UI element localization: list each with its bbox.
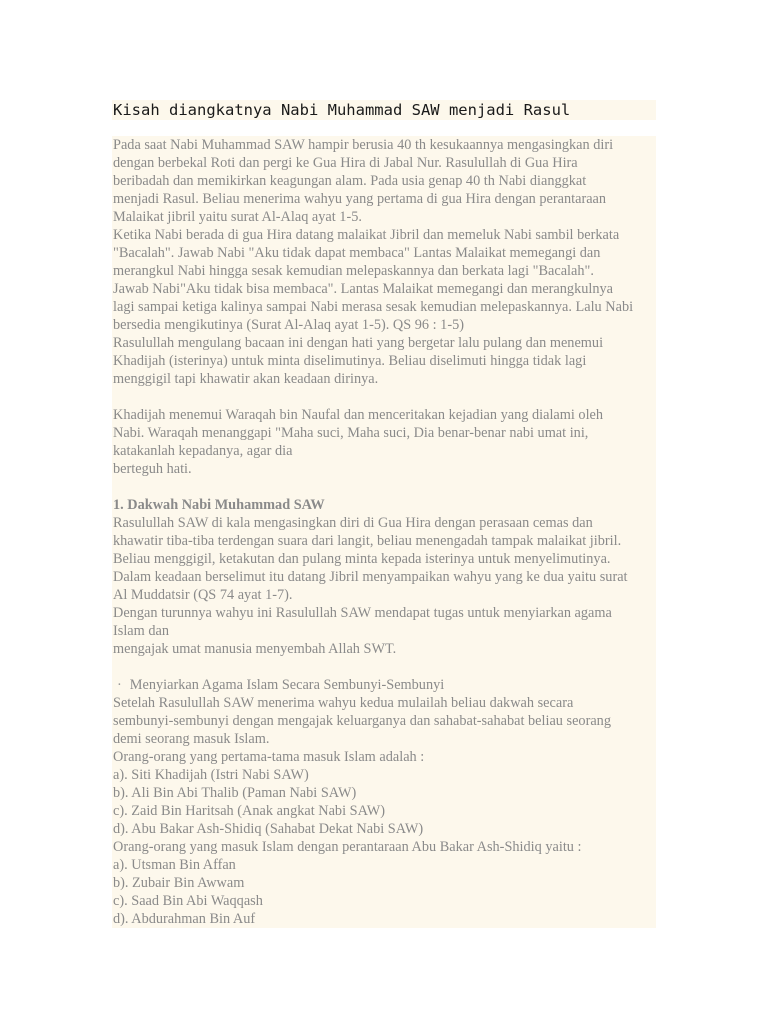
text-line: d). Abdurahman Bin Auf xyxy=(112,910,656,928)
text-line: b). Zubair Bin Awwam xyxy=(112,874,656,892)
document-page xyxy=(112,100,656,928)
text-line: demi seorang masuk Islam. xyxy=(112,730,656,748)
section-dakwah xyxy=(112,514,656,676)
text-line: sembunyi-sembunyi dengan mengajak keluarganya dan sahabat-sahabat beliau seorang xyxy=(112,712,656,730)
section-sembunyi xyxy=(112,694,656,928)
text-line: Ketika Nabi berada di gua Hira datang malaikat Jibril dan memeluk Nabi sambil berkata xyxy=(112,226,656,244)
text-line xyxy=(112,658,656,676)
section-heading-dakwah: 1. Dakwah Nabi Muhammad SAW xyxy=(112,496,656,514)
text-line: Orang-orang yang pertama-tama masuk Islam adalah : xyxy=(112,748,656,766)
text-line: a). Utsman Bin Affan xyxy=(112,856,656,874)
text-line: Al Muddatsir (QS 74 ayat 1-7). xyxy=(112,586,656,604)
text-line: merangkul Nabi hingga sesak kemudian melepaskannya dan berkata lagi "Bacalah". xyxy=(112,262,656,280)
text-line: Khadijah menemui Waraqah bin Naufal dan menceritakan kejadian yang dialami oleh xyxy=(112,406,656,424)
text-line xyxy=(112,388,656,406)
text-line: Orang-orang yang masuk Islam dengan perantaraan Abu Bakar Ash-Shidiq yaitu : xyxy=(112,838,656,856)
text-line: Malaikat jibril yaitu surat Al-Alaq ayat 1-5. xyxy=(112,208,656,226)
text-line: a). Siti Khadijah (Istri Nabi SAW) xyxy=(112,766,656,784)
text-line: d). Abu Bakar Ash-Shidiq (Sahabat Dekat Nabi SAW) xyxy=(112,820,656,838)
text-line: Rasulullah mengulang bacaan ini dengan hati yang bergetar lalu pulang dan menemui xyxy=(112,334,656,352)
text-line: Khadijah (isterinya) untuk minta diselimutinya. Beliau diselimuti hingga tidak lagi xyxy=(112,352,656,370)
document-title: Kisah diangkatnya Nabi Muhammad SAW menjadi Rasul xyxy=(112,100,656,120)
text-line: c). Saad Bin Abi Waqqash xyxy=(112,892,656,910)
text-line: Beliau menggigil, ketakutan dan pulang minta kepada isterinya untuk menyelimutinya. xyxy=(112,550,656,568)
text-line: Setelah Rasulullah SAW menerima wahyu kedua mulailah beliau dakwah secara xyxy=(112,694,656,712)
text-line: Dalam keadaan berselimut itu datang Jibril menyampaikan wahyu yang ke dua yaitu surat xyxy=(112,568,656,586)
text-line: Jawab Nabi"Aku tidak bisa membaca". Lantas Malaikat memegangi dan merangkulnya xyxy=(112,280,656,298)
text-line: Dengan turunnya wahyu ini Rasulullah SAW mendapat tugas untuk menyiarkan agama xyxy=(112,604,656,622)
text-line: bersedia mengikutinya (Surat Al-Alaq ayat 1-5). QS 96 : 1-5) xyxy=(112,316,656,334)
text-line: berteguh hati. xyxy=(112,460,656,478)
bullet-item xyxy=(112,676,656,694)
text-line: menggigil tapi khawatir akan keadaan dirinya. xyxy=(112,370,656,388)
text-line: katakanlah kepadanya, agar dia xyxy=(112,442,656,460)
text-line: Rasulullah SAW di kala mengasingkan diri di Gua Hira dengan perasaan cemas dan xyxy=(112,514,656,532)
text-line: Pada saat Nabi Muhammad SAW hampir berusia 40 th kesukaannya mengasingkan diri xyxy=(112,136,656,154)
text-line: mengajak umat manusia menyembah Allah SWT. xyxy=(112,640,656,658)
text-line: dengan berbekal Roti dan pergi ke Gua Hira di Jabal Nur. Rasulullah di Gua Hira xyxy=(112,154,656,172)
text-line: Islam dan xyxy=(112,622,656,640)
bullet-icon: · xyxy=(117,677,122,693)
text-line: Nabi. Waraqah menanggapi "Maha suci, Maha suci, Dia benar-benar nabi umat ini, xyxy=(112,424,656,442)
text-line: khawatir tiba-tiba terdengan suara dari langit, beliau menengadah tampak malaikat jibril. xyxy=(112,532,656,550)
text-line: c). Zaid Bin Haritsah (Anak angkat Nabi SAW) xyxy=(112,802,656,820)
section-intro xyxy=(112,136,656,496)
text-line xyxy=(112,478,656,496)
text-line: "Bacalah". Jawab Nabi "Aku tidak dapat membaca" Lantas Malaikat memegangi dan xyxy=(112,244,656,262)
text-line: lagi sampai ketiga kalinya sampai Nabi merasa sesak kemudian melepaskannya. Lalu Nabi xyxy=(112,298,656,316)
document-body xyxy=(112,136,656,928)
bullet-heading: Menyiarkan Agama Islam Secara Sembunyi-Sembunyi xyxy=(129,677,445,693)
text-line: menjadi Rasul. Beliau menerima wahyu yang pertama di gua Hira dengan perantaraan xyxy=(112,190,656,208)
text-line: beribadah dan memikirkan keagungan alam. Pada usia genap 40 th Nabi dianggkat xyxy=(112,172,656,190)
text-line: b). Ali Bin Abi Thalib (Paman Nabi SAW) xyxy=(112,784,656,802)
